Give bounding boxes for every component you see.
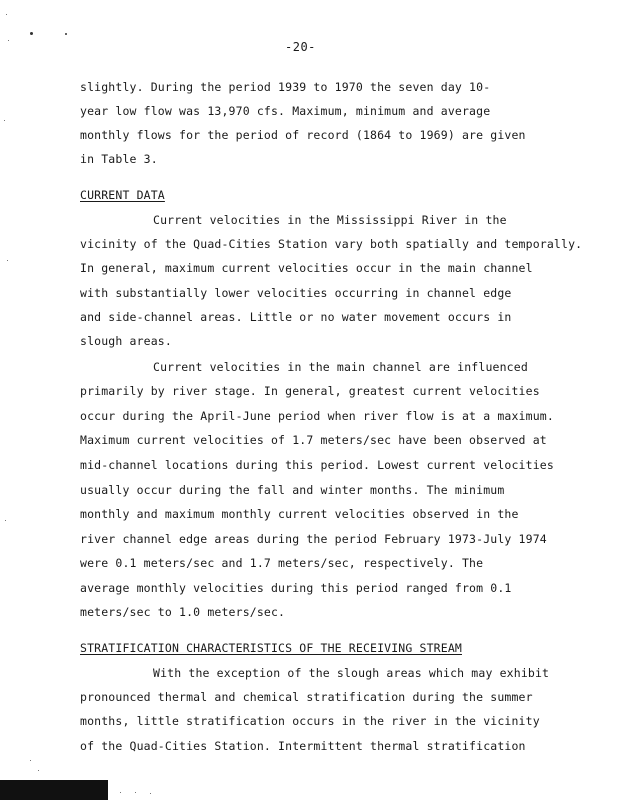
text-line: were 0.1 meters/sec and 1.7 meters/sec, respectively. The — [80, 556, 484, 570]
section-heading-current-data: CURRENT DATA — [80, 188, 165, 202]
scan-speck — [8, 40, 9, 41]
text-line: monthly flows for the period of record (1864 to 1969) are given — [80, 128, 526, 142]
text-line: in Table 3. — [80, 152, 158, 166]
text-line: average monthly velocities during this period ranged from 0.1 — [80, 581, 512, 595]
text-line: pronounced thermal and chemical stratification during the summer — [80, 690, 533, 704]
text-line: Current velocities in the Mississippi River in the — [153, 213, 507, 227]
scan-speck — [150, 793, 151, 794]
text-line: slightly. During the period 1939 to 1970 the seven day 10- — [80, 80, 491, 94]
text-line: Maximum current velocities of 1.7 meters/sec have been observed at — [80, 433, 547, 447]
text-line: and side-channel areas. Little or no water movement occurs in — [80, 310, 512, 324]
text-line: usually occur during the fall and winter months. The minimum — [80, 483, 505, 497]
text-line: river channel edge areas during the period February 1973-July 1974 — [80, 532, 547, 546]
text-line: mid-channel locations during this period. Lowest current velocities — [80, 458, 554, 472]
text-line: primarily by river stage. In general, greatest current velocities — [80, 384, 540, 398]
text-line: months, little stratification occurs in the river in the vicinity — [80, 714, 540, 728]
scan-speck — [38, 770, 39, 771]
scan-speck — [5, 520, 6, 521]
scan-speck — [120, 792, 121, 793]
text-line: of the Quad-Cities Station. Intermittent thermal stratification — [80, 739, 526, 753]
section-heading-stratification: STRATIFICATION CHARACTERISTICS OF THE RECEIVING STREAM — [80, 641, 462, 655]
scan-speck — [6, 14, 7, 15]
text-line: vicinity of the Quad-Cities Station vary both spatially and temporally. — [80, 237, 583, 251]
text-line: occur during the April-June period when river flow is at a maximum. — [80, 409, 554, 423]
text-line: slough areas. — [80, 334, 172, 348]
text-line: with substantially lower velocities occurring in channel edge — [80, 286, 512, 300]
scan-speck — [135, 792, 136, 793]
scan-speck — [30, 32, 33, 35]
text-line: year low flow was 13,970 cfs. Maximum, minimum and average — [80, 104, 491, 118]
scan-edge-mark — [0, 780, 108, 800]
scan-speck — [30, 760, 31, 761]
scan-speck — [65, 33, 67, 35]
page-number: -20- — [285, 40, 316, 54]
scan-speck — [7, 260, 8, 261]
text-line: With the exception of the slough areas which may exhibit — [153, 666, 550, 680]
scan-speck — [4, 120, 5, 121]
text-line: Current velocities in the main channel are influenced — [153, 360, 528, 374]
text-line: In general, maximum current velocities occur in the main channel — [80, 261, 533, 275]
text-line: meters/sec to 1.0 meters/sec. — [80, 605, 286, 619]
text-line: monthly and maximum monthly current velocities observed in the — [80, 507, 519, 521]
